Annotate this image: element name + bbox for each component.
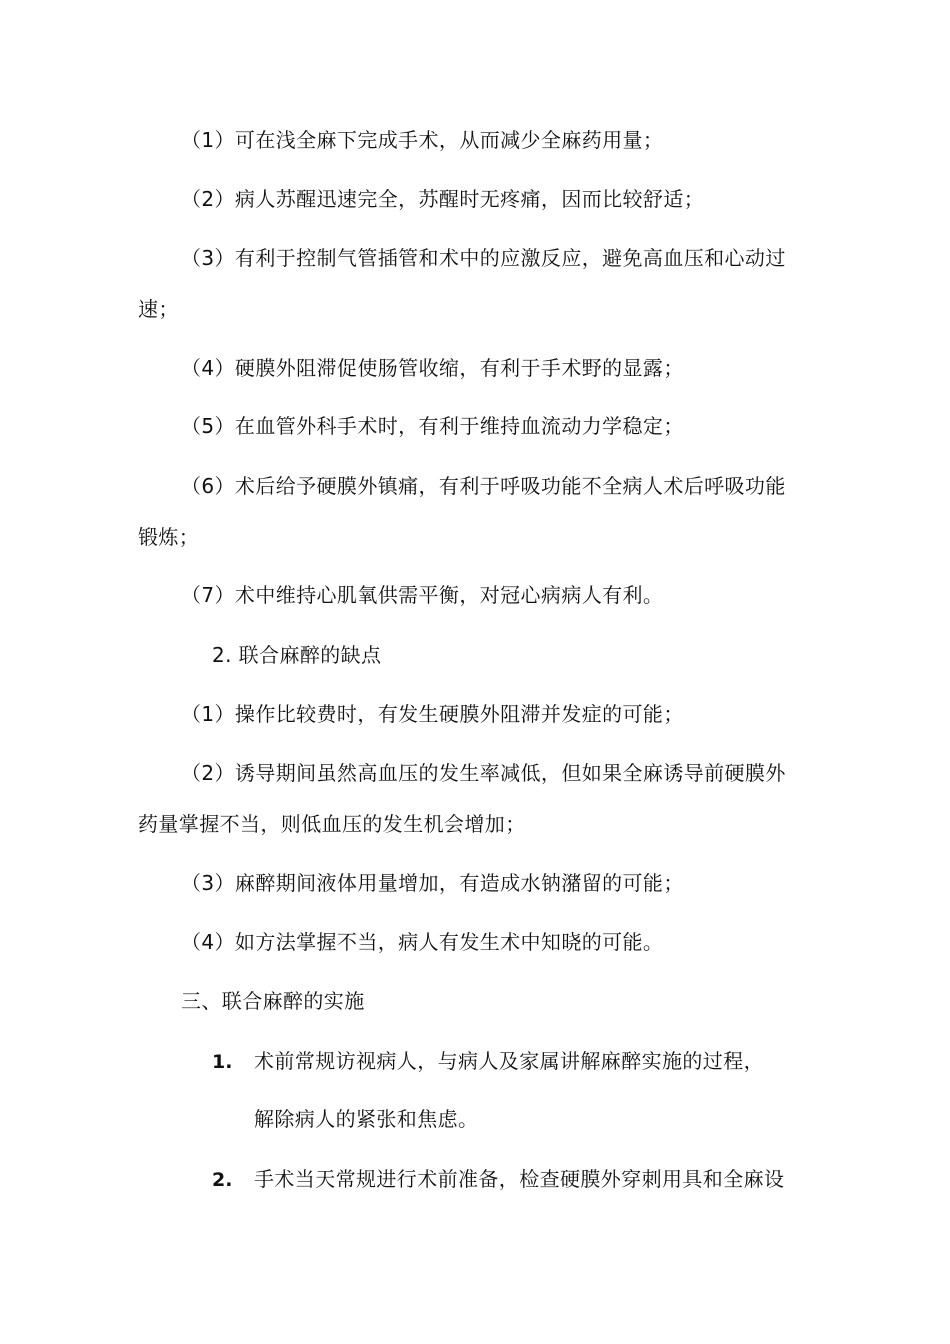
paragraph-advantage-1: （1）可在浅全麻下完成手术，从而减少全麻药用量； bbox=[181, 128, 664, 152]
paragraph-advantage-6-line2: 锻炼； bbox=[138, 525, 200, 549]
section-heading-implementation: 三、联合麻醉的实施 bbox=[181, 989, 365, 1013]
paragraph-advantage-5: （5）在血管外科手术时，有利于维持血流动力学稳定； bbox=[181, 414, 684, 438]
step-number: 1. bbox=[212, 1051, 233, 1073]
paragraph-advantage-2: （2）病人苏醒迅速完全，苏醒时无疼痛，因而比较舒适； bbox=[181, 187, 705, 211]
paragraph-advantage-4: （4）硬膜外阻滞促使肠管收缩，有利于手术野的显露； bbox=[181, 356, 684, 380]
paragraph-advantage-7: （7）术中维持心肌氧供需平衡，对冠心病病人有利。 bbox=[181, 583, 664, 607]
step-1-line2: 解除病人的紧张和焦虑。 bbox=[254, 1107, 479, 1131]
step-1-line1: 术前常规访视病人，与病人及家属讲解麻醉实施的过程， bbox=[254, 1049, 764, 1073]
step-2-line1: 手术当天常规进行术前准备，检查硬膜外穿刺用具和全麻设 bbox=[254, 1167, 785, 1191]
paragraph-disadvantage-2-line1: （2）诱导期间虽然高血压的发生率减低，但如果全麻诱导前硬膜外 bbox=[181, 761, 786, 785]
paragraph-disadvantage-3: （3）麻醉期间液体用量增加，有造成水钠潴留的可能； bbox=[181, 871, 684, 895]
section-heading-disadvantages: 2. 联合麻醉的缺点 bbox=[212, 643, 382, 667]
paragraph-disadvantage-1: （1）操作比较费时，有发生硬膜外阻滞并发症的可能； bbox=[181, 702, 684, 726]
paragraph-advantage-3-line2: 速； bbox=[138, 297, 179, 321]
step-number: 2. bbox=[212, 1169, 233, 1191]
paragraph-advantage-3-line1: （3）有利于控制气管插管和术中的应激反应，避免高血压和心动过 bbox=[181, 246, 786, 270]
paragraph-advantage-6-line1: （6）术后给予硬膜外镇痛，有利于呼吸功能不全病人术后呼吸功能 bbox=[181, 474, 786, 498]
paragraph-disadvantage-4: （4）如方法掌握不当，病人有发生术中知晓的可能。 bbox=[181, 930, 664, 954]
paragraph-disadvantage-2-line2: 药量掌握不当，则低血压的发生机会增加； bbox=[138, 812, 526, 836]
